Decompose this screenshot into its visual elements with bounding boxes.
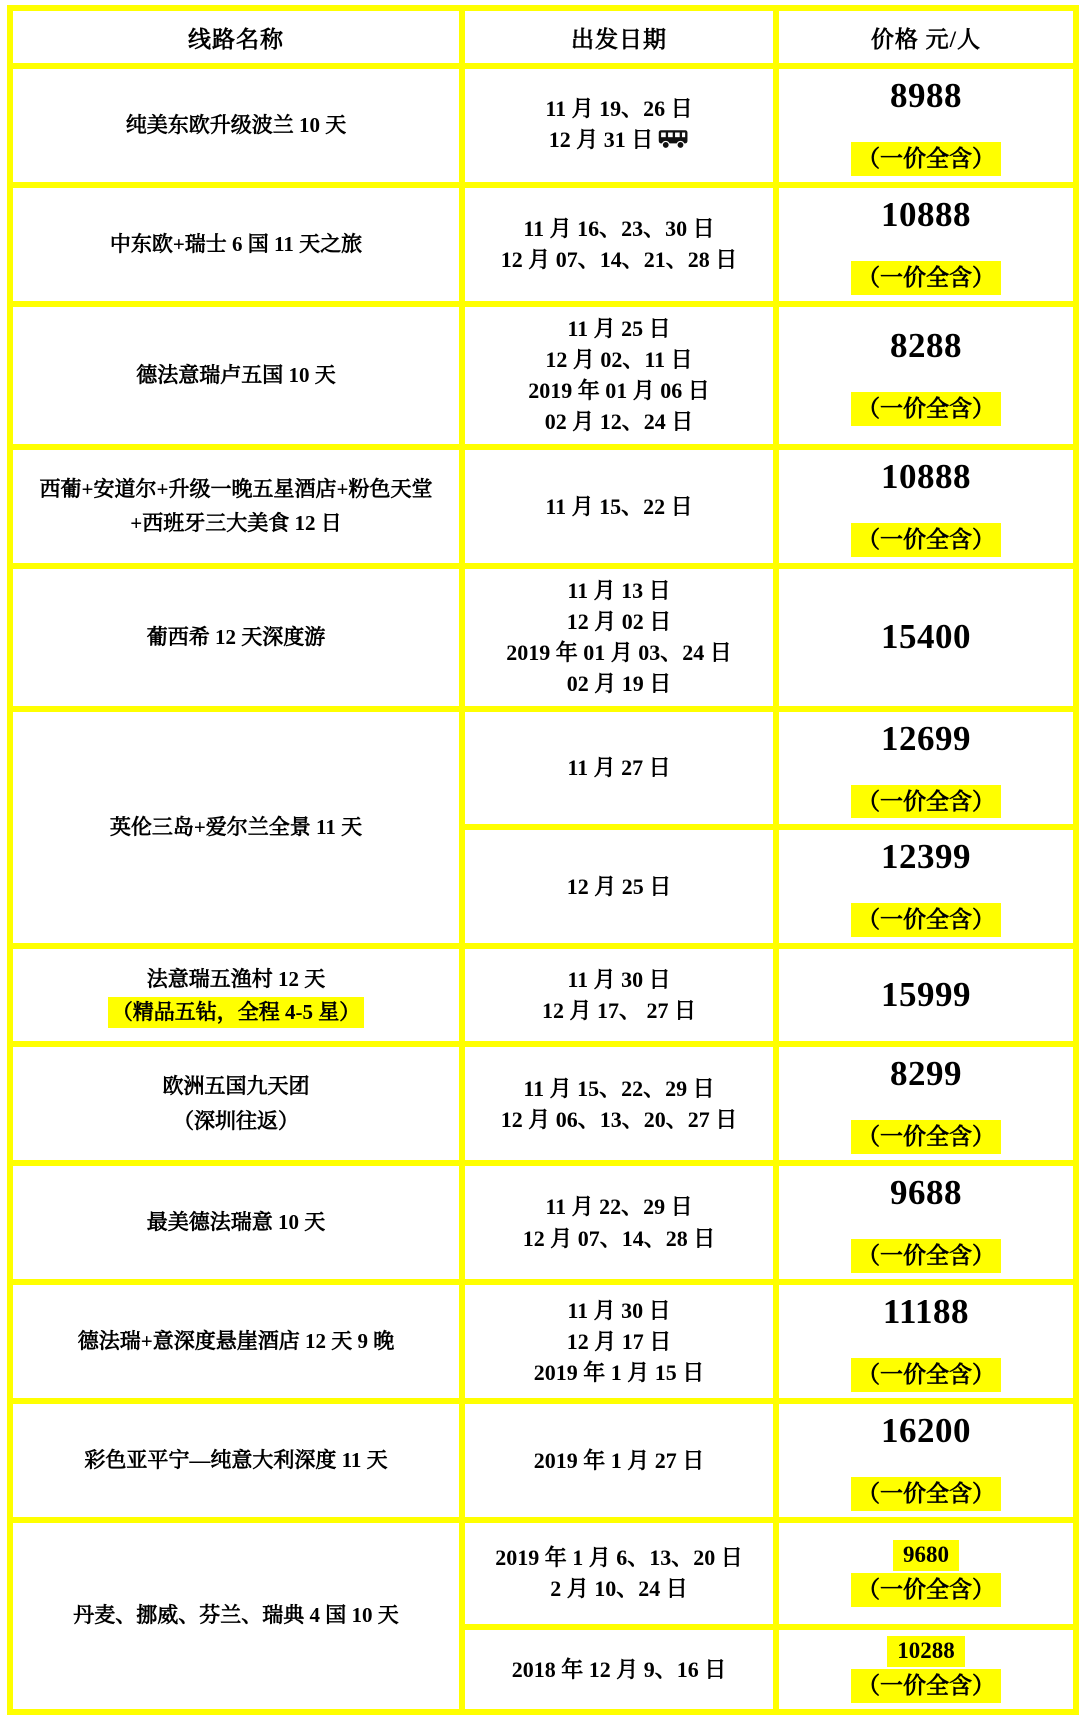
route-name-cell bbox=[10, 1520, 462, 1712]
price-value: 12399 bbox=[881, 837, 971, 877]
route-name-cell bbox=[10, 66, 462, 185]
departure-date-text: 11 月 16、23、30 日 bbox=[523, 216, 715, 242]
price-cell bbox=[776, 66, 1076, 185]
table-row bbox=[10, 566, 1076, 709]
departure-date bbox=[469, 1654, 769, 1685]
price-cell bbox=[776, 1282, 1076, 1401]
departure-date-text: 11 月 27 日 bbox=[567, 755, 671, 781]
price-value: 10888 bbox=[881, 194, 971, 234]
price-value: 10288 bbox=[887, 1636, 965, 1667]
price-value: 9688 bbox=[890, 1173, 962, 1213]
route-name-line bbox=[17, 1104, 455, 1139]
departure-date-text: 12 月 07、14、28 日 bbox=[522, 1225, 716, 1251]
price-note-badge: （一价全含） bbox=[851, 523, 1001, 557]
departure-date-text: 12 月 25 日 bbox=[566, 874, 672, 900]
departure-date bbox=[469, 491, 769, 522]
departure-date bbox=[469, 1573, 769, 1604]
price-note-badge: （一价全含） bbox=[851, 1573, 1001, 1607]
route-name: 纯美东欧升级波兰 10 天 bbox=[125, 113, 347, 138]
route-name: 德法瑞+意深度悬崖酒店 12 天 9 晚 bbox=[77, 1329, 395, 1354]
route-name: 中东欧+瑞士 6 国 11 天之旅 bbox=[109, 232, 363, 257]
departure-date bbox=[469, 995, 769, 1026]
departure-dates-cell bbox=[462, 566, 776, 709]
route-name-line bbox=[17, 108, 455, 143]
departure-date-text: 02 月 19 日 bbox=[566, 671, 672, 697]
table-row bbox=[10, 1044, 1076, 1163]
departure-date-text: 11 月 22、29 日 bbox=[545, 1194, 693, 1220]
route-name-line bbox=[17, 1598, 455, 1633]
price-cell bbox=[776, 447, 1076, 566]
departure-date bbox=[469, 406, 769, 437]
price-note-badge: （一价全含） bbox=[851, 1358, 1001, 1392]
price-value: 15400 bbox=[881, 617, 971, 657]
departure-dates-cell bbox=[462, 709, 776, 828]
departure-date bbox=[469, 124, 769, 158]
price-value: 11188 bbox=[882, 1292, 970, 1332]
tour-price-table bbox=[7, 5, 1079, 1715]
departure-date-text: 2018 年 12 月 9、16 日 bbox=[511, 1656, 727, 1682]
header-row bbox=[10, 8, 1076, 66]
price-note-badge: （一价全含） bbox=[851, 903, 1001, 937]
table-body bbox=[10, 66, 1076, 1712]
route-name-cell bbox=[10, 1282, 462, 1401]
price-cell bbox=[776, 185, 1076, 304]
departure-dates-cell bbox=[462, 1163, 776, 1282]
price-note-badge: （一价全含） bbox=[851, 785, 1001, 819]
table-row bbox=[10, 1163, 1076, 1282]
table-row bbox=[10, 185, 1076, 304]
route-name-line bbox=[17, 506, 455, 541]
route-name-cell bbox=[10, 1044, 462, 1163]
route-subtitle-highlight: （精品五钻，全程 4-5 星） bbox=[108, 997, 365, 1029]
departure-date-text: 11 月 15、22 日 bbox=[545, 493, 693, 519]
price-cell bbox=[776, 1163, 1076, 1282]
departure-date bbox=[469, 871, 769, 902]
route-name: 最美德法瑞意 10 天 bbox=[146, 1210, 326, 1235]
route-name-cell bbox=[10, 447, 462, 566]
departure-date bbox=[469, 213, 769, 244]
departure-date-text: 11 月 19、26 日 bbox=[545, 95, 693, 121]
column-header-date: 出发日期 bbox=[462, 8, 776, 66]
bus-icon bbox=[658, 127, 689, 158]
column-header-price: 价格 元/人 bbox=[776, 8, 1076, 66]
departure-date-text: 02 月 12、24 日 bbox=[544, 409, 694, 435]
price-note-badge: （一价全含） bbox=[851, 1477, 1001, 1511]
departure-date-text: 2019 年 01 月 03、24 日 bbox=[506, 640, 732, 666]
price-cell bbox=[776, 304, 1076, 447]
price-value: 8288 bbox=[890, 325, 962, 365]
route-name-cell bbox=[10, 709, 462, 947]
route-name-line bbox=[17, 472, 455, 507]
departure-date-text: 2019 年 1 月 15 日 bbox=[533, 1360, 705, 1386]
departure-date-text: 12 月 02、11 日 bbox=[545, 347, 693, 373]
price-note-badge: （一价全含） bbox=[851, 142, 1001, 176]
route-name-line bbox=[17, 1324, 455, 1359]
departure-date-text: 12 月 31 日 bbox=[548, 126, 654, 152]
route-name-line bbox=[17, 810, 455, 845]
route-name: 欧洲五国九天团 bbox=[162, 1074, 310, 1099]
route-name: 彩色亚平宁—纯意大利深度 11 天 bbox=[84, 1448, 388, 1473]
departure-date bbox=[469, 752, 769, 783]
route-name: 英伦三岛+爱尔兰全景 11 天 bbox=[109, 815, 363, 840]
departure-date-text: 12 月 02 日 bbox=[566, 608, 672, 634]
price-value: 10888 bbox=[881, 456, 971, 496]
route-name: 丹麦、挪威、芬兰、瑞典 4 国 10 天 bbox=[73, 1603, 399, 1628]
price-note-badge: （一价全含） bbox=[851, 261, 1001, 295]
departure-dates-cell bbox=[462, 1520, 776, 1627]
route-name-line bbox=[17, 620, 455, 655]
price-value: 9680 bbox=[893, 1540, 959, 1571]
route-name-line bbox=[17, 1069, 455, 1104]
departure-date-text: 11 月 25 日 bbox=[567, 315, 671, 341]
departure-date bbox=[469, 1542, 769, 1573]
departure-date-text: 2 月 10、24 日 bbox=[550, 1576, 688, 1602]
price-note-badge: （一价全含） bbox=[851, 392, 1001, 426]
route-name-cell bbox=[10, 566, 462, 709]
departure-date-text: 2019 年 01 月 06 日 bbox=[528, 378, 710, 404]
price-cell bbox=[776, 709, 1076, 828]
departure-dates-cell bbox=[462, 185, 776, 304]
route-name-cell bbox=[10, 1401, 462, 1520]
route-name-line bbox=[17, 358, 455, 393]
departure-date-text: 12 月 07、14、21、28 日 bbox=[500, 247, 738, 273]
departure-dates-cell bbox=[462, 946, 776, 1044]
departure-date-text: 12 月 17、 27 日 bbox=[541, 998, 696, 1024]
departure-date bbox=[469, 637, 769, 668]
price-value: 8299 bbox=[890, 1054, 962, 1094]
table-row bbox=[10, 447, 1076, 566]
price-cell bbox=[776, 1520, 1076, 1627]
departure-dates-cell bbox=[462, 827, 776, 946]
departure-date bbox=[469, 1326, 769, 1357]
table-row bbox=[10, 66, 1076, 185]
price-cell bbox=[776, 1627, 1076, 1712]
price-value: 8988 bbox=[890, 76, 962, 115]
departure-date-text: 2019 年 1 月 6、13、20 日 bbox=[495, 1545, 743, 1571]
departure-date bbox=[469, 375, 769, 406]
departure-date bbox=[469, 1073, 769, 1104]
departure-dates-cell bbox=[462, 304, 776, 447]
departure-date bbox=[469, 313, 769, 344]
route-name-line bbox=[17, 227, 455, 262]
departure-dates-cell bbox=[462, 1044, 776, 1163]
route-name: +西班牙三大美食 12 日 bbox=[130, 511, 342, 536]
departure-date-text: 12 月 06、13、20、27 日 bbox=[500, 1106, 738, 1132]
price-value: 15999 bbox=[881, 975, 971, 1015]
route-name-cell bbox=[10, 304, 462, 447]
departure-date-text: 11 月 13 日 bbox=[567, 577, 671, 603]
departure-date bbox=[469, 344, 769, 375]
departure-date bbox=[469, 606, 769, 637]
departure-date bbox=[469, 1191, 769, 1222]
departure-dates-cell bbox=[462, 447, 776, 566]
departure-date bbox=[469, 668, 769, 699]
route-name-line bbox=[17, 962, 455, 997]
departure-date-text: 12 月 17 日 bbox=[566, 1328, 672, 1354]
price-value: 12699 bbox=[881, 718, 971, 758]
price-cell bbox=[776, 827, 1076, 946]
departure-date-text: 11 月 15、22、29 日 bbox=[523, 1075, 715, 1101]
departure-dates-cell bbox=[462, 1401, 776, 1520]
table-row bbox=[10, 709, 1076, 828]
route-name-cell bbox=[10, 1163, 462, 1282]
route-name-line bbox=[17, 1443, 455, 1478]
route-name: 德法意瑞卢五国 10 天 bbox=[136, 362, 336, 387]
departure-date bbox=[469, 1223, 769, 1254]
table-row bbox=[10, 1401, 1076, 1520]
departure-date bbox=[469, 575, 769, 606]
route-name-line bbox=[17, 1205, 455, 1240]
price-note-badge: （一价全含） bbox=[851, 1239, 1001, 1273]
column-header-route: 线路名称 bbox=[10, 8, 462, 66]
departure-date bbox=[469, 1104, 769, 1135]
departure-date bbox=[469, 964, 769, 995]
departure-date-text: 11 月 30 日 bbox=[567, 1297, 671, 1323]
price-cell bbox=[776, 1401, 1076, 1520]
price-cell bbox=[776, 566, 1076, 709]
departure-date bbox=[469, 1357, 769, 1388]
departure-date bbox=[469, 1445, 769, 1476]
table-row bbox=[10, 304, 1076, 447]
table-row bbox=[10, 1520, 1076, 1627]
table-header bbox=[10, 8, 1076, 66]
departure-date-text: 2019 年 1 月 27 日 bbox=[533, 1447, 705, 1473]
price-cell bbox=[776, 1044, 1076, 1163]
route-name: （深圳往返） bbox=[173, 1108, 299, 1133]
price-cell bbox=[776, 946, 1076, 1044]
table-row bbox=[10, 946, 1076, 1044]
table-row bbox=[10, 1282, 1076, 1401]
departure-date bbox=[469, 244, 769, 275]
route-name: 西葡+安道尔+升级一晚五星酒店+粉色天堂 bbox=[39, 476, 433, 501]
price-note-badge: （一价全含） bbox=[851, 1120, 1001, 1154]
route-name: 法意瑞五渔村 12 天 bbox=[146, 967, 326, 992]
route-name-cell bbox=[10, 185, 462, 304]
route-name-line bbox=[17, 997, 455, 1029]
departure-date bbox=[469, 93, 769, 124]
departure-dates-cell bbox=[462, 1282, 776, 1401]
departure-date-text: 11 月 30 日 bbox=[567, 967, 671, 993]
departure-date bbox=[469, 1295, 769, 1326]
departure-dates-cell bbox=[462, 66, 776, 185]
departure-dates-cell bbox=[462, 1627, 776, 1712]
route-name-cell bbox=[10, 946, 462, 1044]
route-name: 葡西希 12 天深度游 bbox=[146, 624, 326, 649]
price-note-badge: （一价全含） bbox=[851, 1669, 1001, 1703]
price-value: 16200 bbox=[881, 1411, 971, 1450]
